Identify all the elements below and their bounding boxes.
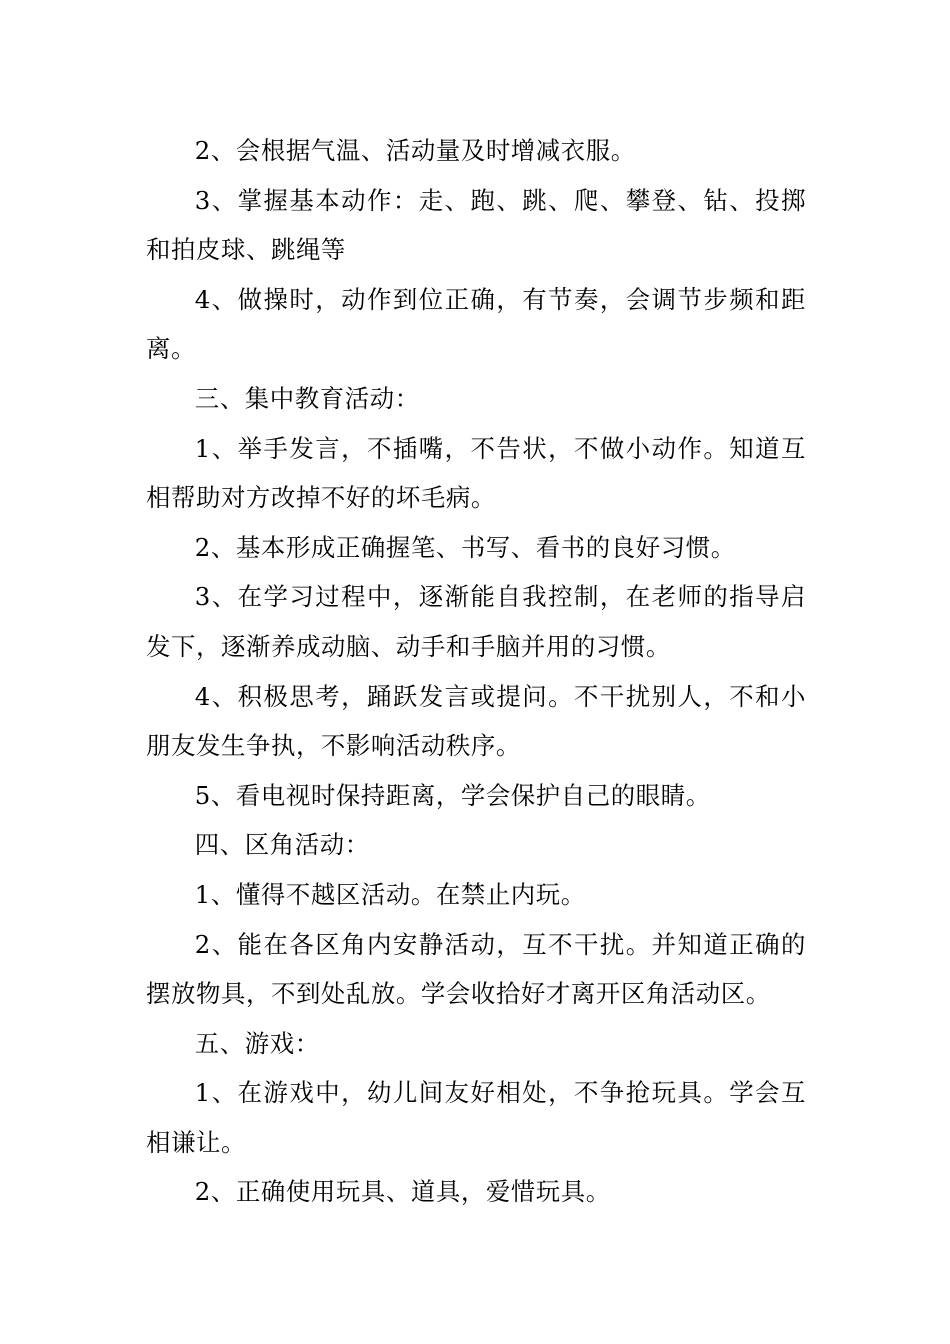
paragraph-eyesight: 5、看电视时保持距离，学会保护自己的眼睛。 [194,780,711,810]
document-body [146,126,806,1217]
paragraph-clothing: 2、会根据气温、活动量及时增减衣服。 [194,136,636,165]
section-heading-group-education: 三、集中教育活动： [194,383,420,413]
paragraph-writing-habits: 2、基本形成正确握笔、书写、看书的良好习惯。 [194,532,736,562]
paragraph-thinking: 4、积极思考，踊跃发言或提问。不干扰别人，不和小朋友发生争执，不影响活动秩序。 [146,681,806,761]
paragraph-quiet-activity: 2、能在各区角内安静活动，互不干扰。并知道正确的摆放物具，不到处乱放。学会收拾好才离开区角活动区。 [146,929,806,1009]
paragraph-toy-care: 2、正确使用玩具、道具，爱惜玩具。 [194,1177,611,1207]
paragraph-self-control: 3、在学习过程中，逐渐能自我控制，在老师的指导启发下，逐渐养成动脑、动手和手脑并用的习惯。 [146,582,806,661]
section-heading-games: 五、游戏： [194,1028,320,1058]
paragraph-exercise: 4、做操时，动作到位正确，有节奏，会调节步频和距离。 [146,284,806,364]
paragraph-area-rules: 1、懂得不越区活动。在禁止内玩。 [194,879,586,909]
section-heading-corner-activities: 四、区角活动： [194,830,370,860]
paragraph-sharing: 1、在游戏中，幼儿间友好相处，不争抢玩具。学会互相谦让。 [146,1078,806,1157]
paragraph-speaking: 1、举手发言，不插嘴，不告状，不做小动作。知道互相帮助对方改掉不好的坏毛病。 [146,433,806,513]
paragraph-basic-movements: 3、掌握基本动作：走、跑、跳、爬、攀登、钻、投掷和拍皮球、跳绳等 [146,185,806,265]
